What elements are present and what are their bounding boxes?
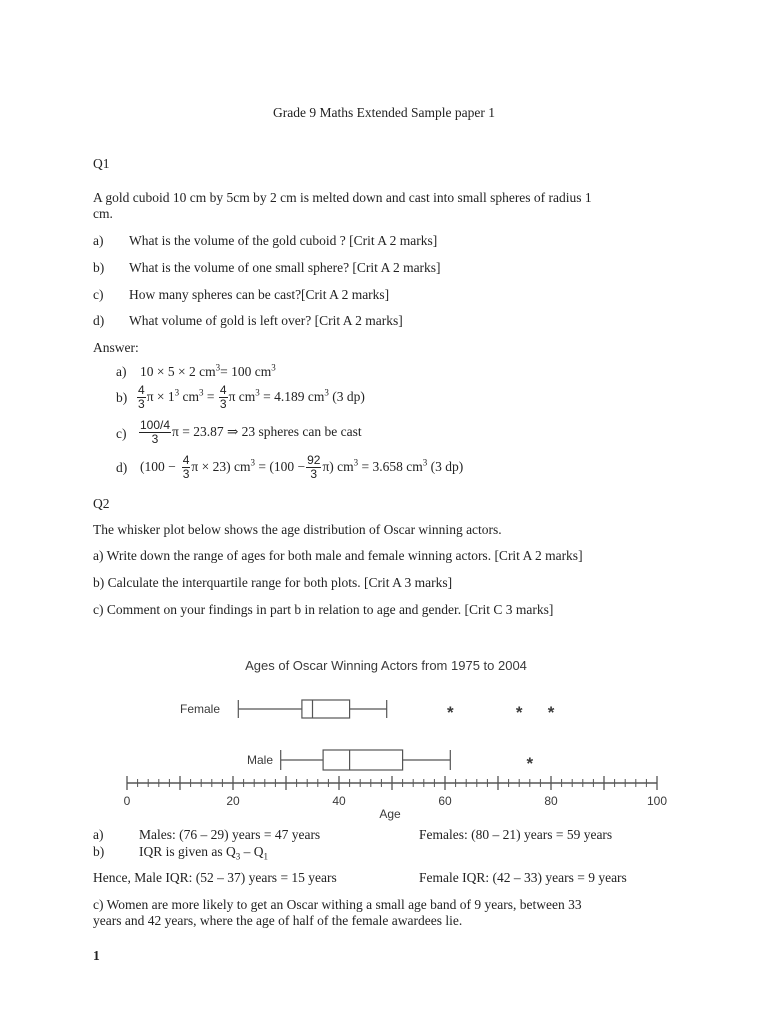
iqr-definition: IQR is given as Q bbox=[139, 844, 236, 859]
q1-answer-a-marker: a) bbox=[116, 364, 127, 379]
x-tick-label: 0 bbox=[123, 794, 131, 808]
q1-question-d: What volume of gold is left over? [Crit A 2 marks] bbox=[129, 313, 403, 328]
x-axis-label: Age bbox=[379, 807, 401, 821]
female-outlier-marker: * bbox=[547, 703, 555, 722]
q1-answer-c bbox=[138, 415, 362, 449]
x-tick-label: 80 bbox=[544, 794, 558, 808]
answer-c-fraction bbox=[139, 419, 171, 446]
q1-question-b-marker: b) bbox=[93, 260, 105, 275]
series-label-female: Female bbox=[179, 702, 220, 716]
page-number: 1 bbox=[93, 948, 100, 963]
x-tick-label: 100 bbox=[646, 794, 668, 808]
q2-answer-c-line2: years and 42 years, where the age of half of the female awardees lie. bbox=[93, 913, 463, 928]
q2-question-a: a) Write down the range of ages for both male and female winning actors. [Crit A 2 marks] bbox=[93, 548, 583, 563]
answer-b-result: = 4.189 cm bbox=[259, 389, 325, 404]
q1-question-c-marker: c) bbox=[93, 287, 104, 302]
answer-b-fraction-1 bbox=[137, 384, 146, 411]
answer-b-exp: 3 bbox=[199, 387, 204, 398]
answer-b-part: π cm bbox=[228, 389, 256, 404]
iqr-definition-mid: – Q bbox=[240, 844, 264, 859]
q1-question-c: How many spheres can be cast?[Crit A 2 marks] bbox=[129, 287, 390, 302]
answer-d-result: = 3.658 cm bbox=[358, 459, 423, 474]
q1-answer-a bbox=[140, 364, 276, 380]
q2-answer-a-male: Males: (76 – 29) years = 47 years bbox=[139, 827, 321, 842]
fraction-denominator: 3 bbox=[138, 397, 145, 412]
female-outlier-marker: * bbox=[515, 703, 523, 722]
q2-hence-female: Female IQR: (42 – 33) years = 9 years bbox=[419, 870, 627, 885]
answer-b-fraction-2 bbox=[219, 384, 228, 411]
answer-b-exp: 3 bbox=[255, 387, 260, 398]
answer-a-tail: = 100 cm bbox=[220, 364, 272, 379]
chart-title: Ages of Oscar Winning Actors from 1975 to 2004 bbox=[245, 658, 527, 673]
q2-question-c: c) Comment on your findings in part b in relation to age and gender. [Crit C 3 marks] bbox=[93, 602, 554, 617]
q1-answer-b-marker: b) bbox=[116, 390, 128, 405]
answer-c-text: π = 23.87 ⇒ 23 spheres can be cast bbox=[172, 424, 362, 439]
q1-question-b: What is the volume of one small sphere? [Crit A 2 marks] bbox=[129, 260, 441, 275]
answer-a-exp: 3 bbox=[215, 362, 221, 373]
fraction-denominator: 3 bbox=[182, 467, 190, 482]
q2-intro: The whisker plot below shows the age distribution of Oscar winning actors. bbox=[93, 522, 502, 537]
q2-label: Q2 bbox=[93, 496, 110, 511]
q1-question-a: What is the volume of the gold cuboid ? [Crit A 2 marks] bbox=[129, 233, 438, 248]
x-tick-label: 20 bbox=[226, 794, 240, 808]
fraction-numerator: 4 bbox=[182, 453, 190, 468]
answer-d-part: π) cm bbox=[322, 459, 354, 474]
answer-d-rounding: (3 dp) bbox=[427, 459, 464, 474]
fraction-denominator: 3 bbox=[310, 467, 318, 482]
subscript: 1 bbox=[263, 851, 268, 862]
q1-intro-line2: cm. bbox=[93, 206, 113, 221]
q2-hence-male: Hence, Male IQR: (52 – 37) years = 15 years bbox=[93, 870, 337, 885]
answer-a-tail-exp: 3 bbox=[271, 362, 276, 373]
answer-b-exp: 3 bbox=[174, 387, 180, 398]
q1-answer-d-marker: d) bbox=[116, 460, 128, 475]
answer-d-exp: 3 bbox=[422, 457, 428, 468]
fraction-denominator: 3 bbox=[151, 432, 159, 447]
answer-b-exp: 3 bbox=[324, 387, 329, 398]
q1-question-a-marker: a) bbox=[93, 233, 104, 248]
female-box bbox=[302, 700, 350, 718]
q2-answer-b bbox=[139, 844, 268, 860]
answer-d-part: π × 23) cm bbox=[191, 459, 251, 474]
answer-b-part: π × 1 bbox=[146, 389, 175, 404]
x-tick-label: 60 bbox=[438, 794, 452, 808]
male-box bbox=[323, 750, 403, 770]
female-outlier-marker: * bbox=[446, 703, 454, 722]
page-title: Grade 9 Maths Extended Sample paper 1 bbox=[273, 105, 495, 120]
answer-a-text: 10 × 5 × 2 cm bbox=[140, 364, 216, 379]
subscript: 3 bbox=[235, 851, 241, 862]
male-outlier-marker: * bbox=[526, 754, 534, 773]
x-tick-label: 40 bbox=[332, 794, 346, 808]
answer-d-exp: 3 bbox=[353, 457, 359, 468]
q2-question-b: b) Calculate the interquartile range for both plots. [Crit A 3 marks] bbox=[93, 575, 453, 590]
answer-b-part: cm bbox=[179, 389, 199, 404]
answer-d-exp: 3 bbox=[250, 457, 255, 468]
q2-answer-a-marker: a) bbox=[93, 827, 104, 842]
fraction-numerator: 92 bbox=[307, 453, 321, 468]
q1-answer-b bbox=[136, 381, 365, 413]
answer-d-fraction-1 bbox=[182, 454, 191, 481]
boxplot-chart bbox=[0, 650, 768, 822]
fraction-numerator: 4 bbox=[138, 383, 145, 398]
answer-d-part: = (100 − bbox=[254, 459, 306, 474]
answer-b-rounding: (3 dp) bbox=[328, 389, 365, 404]
fraction-numerator: 4 bbox=[219, 383, 227, 398]
q1-question-d-marker: d) bbox=[93, 313, 105, 328]
fraction-denominator: 3 bbox=[219, 397, 227, 412]
q1-answer-c-marker: c) bbox=[116, 426, 127, 441]
q2-answer-c-line1: c) Women are more likely to get an Oscar withing a small age band of 9 years, between 33 bbox=[93, 897, 582, 912]
q1-label: Q1 bbox=[93, 156, 110, 171]
q2-answer-b-marker: b) bbox=[93, 844, 105, 859]
q1-intro-line1: A gold cuboid 10 cm by 5cm by 2 cm is melted down and cast into small spheres of radius 1 bbox=[93, 190, 592, 205]
q2-answer-a-female: Females: (80 – 21) years = 59 years bbox=[419, 827, 613, 842]
q1-answer-label: Answer: bbox=[93, 340, 139, 355]
q1-answer-d bbox=[140, 450, 463, 484]
fraction-numerator: 100/4 bbox=[140, 418, 171, 433]
answer-d-fraction-2 bbox=[306, 454, 321, 481]
answer-b-equals: = bbox=[203, 389, 218, 404]
series-label-male: Male bbox=[246, 753, 273, 767]
answer-d-part: (100 − bbox=[140, 459, 176, 474]
